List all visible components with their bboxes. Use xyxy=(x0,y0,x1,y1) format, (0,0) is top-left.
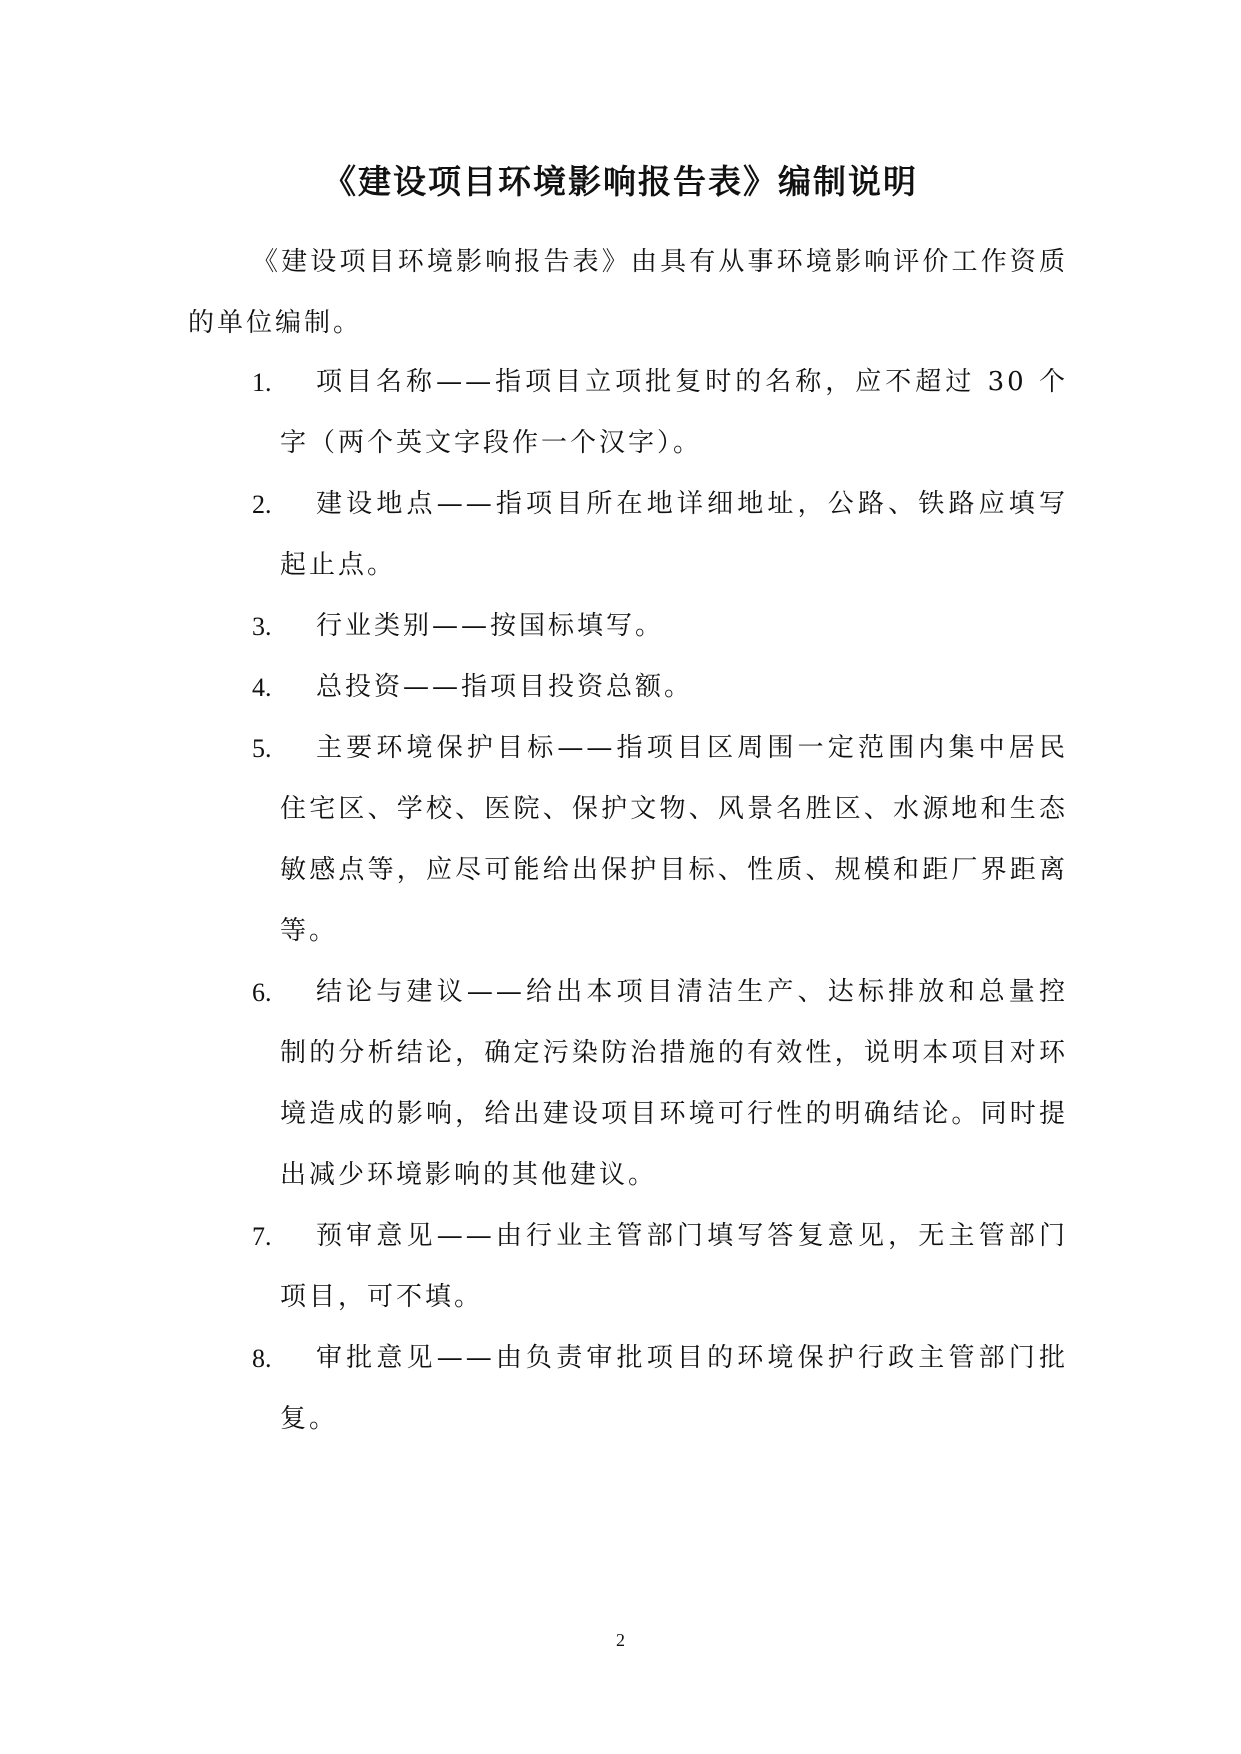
item-text: 项目名称——指项目立项批复时的名称，应不超过 30 个字（两个英文字段作一个汉字）。 xyxy=(280,367,1068,458)
list-item xyxy=(188,962,1068,1206)
item-number: 3. xyxy=(252,612,272,641)
item-number: 7. xyxy=(252,1222,272,1251)
item-text: 行业类别——按国标填写。 xyxy=(316,611,665,641)
intro-paragraph: 《建设项目环境影响报告表》由具有从事环境影响评价工作资质的单位编制。 xyxy=(188,247,1068,338)
item-number: 6. xyxy=(252,978,272,1007)
item-text: 主要环境保护目标——指项目区周围一定范围内集中居民住宅区、学校、医院、保护文物、风景名胜区、水源地和生态敏感点等，应尽可能给出保护目标、性质、规模和距厂界距离等。 xyxy=(280,733,1068,946)
list-item xyxy=(188,1206,1068,1328)
instruction-list xyxy=(188,352,1068,1450)
list-item xyxy=(188,1328,1068,1450)
item-text: 预审意见——由行业主管部门填写答复意见，无主管部门项目，可不填。 xyxy=(280,1221,1068,1312)
item-text: 总投资——指项目投资总额。 xyxy=(316,672,694,702)
item-number: 1. xyxy=(252,368,272,397)
item-text: 审批意见——由负责审批项目的环境保护行政主管部门批复。 xyxy=(280,1343,1068,1434)
item-text: 建设地点——指项目所在地详细地址，公路、铁路应填写起止点。 xyxy=(280,489,1068,580)
item-number: 4. xyxy=(252,673,272,702)
list-item xyxy=(188,596,1068,657)
item-text: 结论与建议——给出本项目清洁生产、达标排放和总量控制的分析结论，确定污染防治措施的有效性，说明本项目对环境造成的影响，给出建设项目环境可行性的明确结论。同时提出减少环境影响的其他建议。 xyxy=(280,977,1068,1190)
item-number: 8. xyxy=(252,1344,272,1373)
list-item xyxy=(188,474,1068,596)
item-number: 5. xyxy=(252,734,272,763)
list-item xyxy=(188,352,1068,474)
list-item xyxy=(188,657,1068,718)
document-title: 《建设项目环境影响报告表》编制说明 xyxy=(323,162,918,201)
item-number: 2. xyxy=(252,490,272,519)
page-number: 2 xyxy=(616,1630,625,1650)
list-item xyxy=(188,718,1068,962)
